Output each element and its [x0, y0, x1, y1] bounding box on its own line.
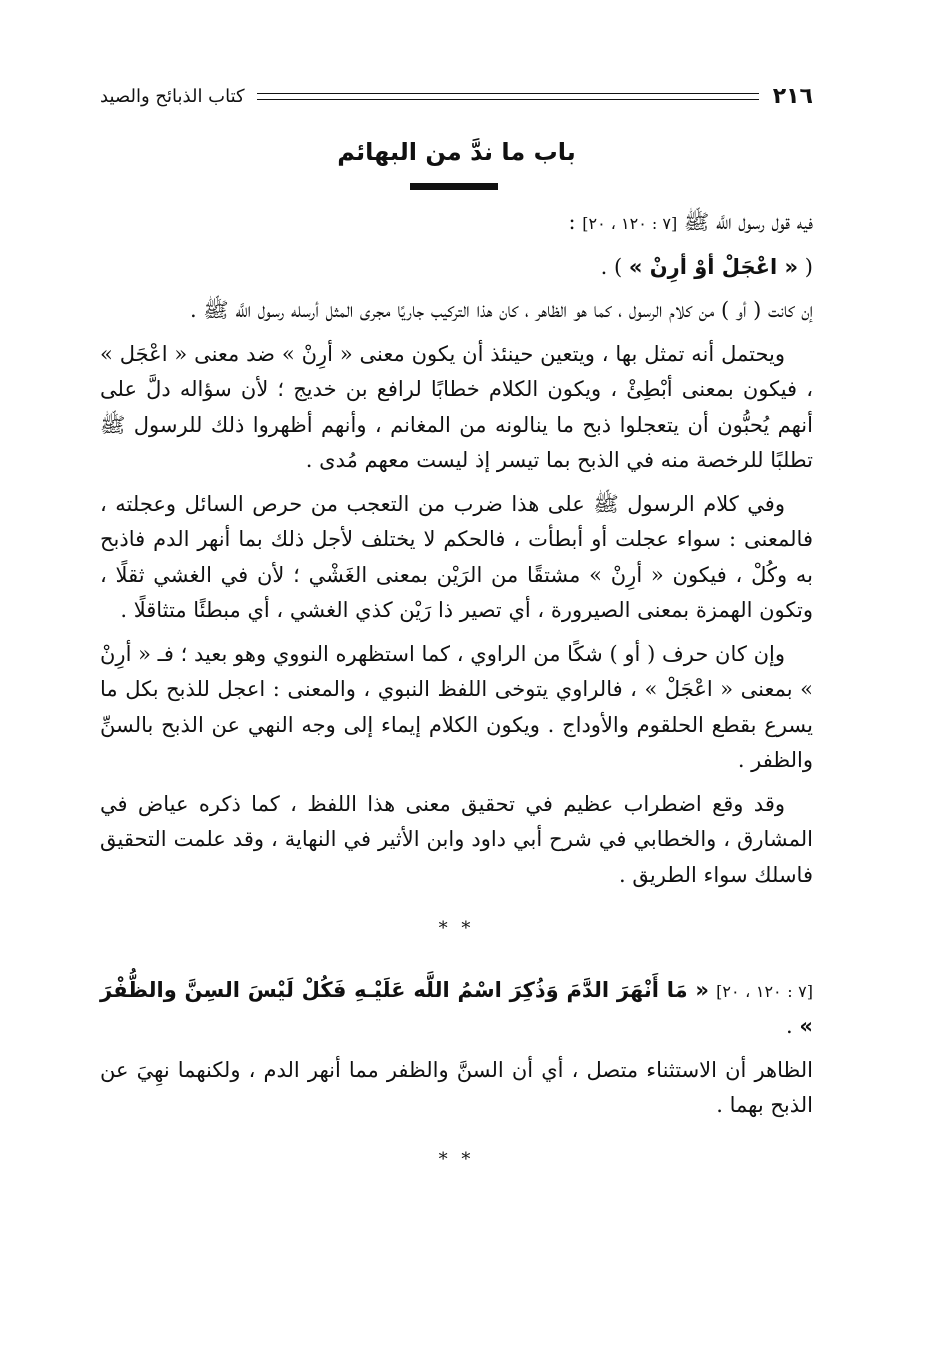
hadith-1-open: (: [804, 254, 813, 279]
paragraph-2: ويحتمل أنه تمثل بها ، ويتعين حينئذ أن يكون معنى « أرِنْ » ضد معنى « اعْجَل » ، فيكون بمعنى أبْطِئْ ، ويكون الكلام خطابًا لرافع بن خديج ؛ لأن سؤاله دلَّ على أنهم يُحبُّون أن يتعجلوا ذبح ما ينالونه من المغانم ، وأنهم أظهروا ذلك للرسول ﷺ تطلبًا للرخصة منه في الذبح بما تيسر إذ ليست معهم مُدى .: [100, 341, 813, 472]
hadith-1-line: [100, 250, 813, 286]
page-header: [100, 78, 813, 114]
intro-line: [100, 205, 813, 242]
header-rule: [257, 93, 759, 100]
hadith-2-end: .: [786, 1014, 793, 1038]
intro-suffix: :: [568, 210, 576, 234]
page-number: ٢١٦: [772, 83, 813, 109]
paragraph-3: وفي كلام الرسول ﷺ على هذا ضرب من التعجب من حرص السائل وعجلته ، فالمعنى : سواء عجلت أو أبطأت ، فالحكم لا يختلف لأجل ذلك بما أنهر الدم فاذبح به وكُلْ ، فيكون « أرِنْ » مشتقًا من الرَيْن بمعنى الغَشْي ؛ لأن في الغشي ثقلًا ، وتكون الهمزة بمعنى الصيرورة ، أي تصير ذا رَيْن كذي الغشي ، أي مبطئًا متثاقلًا .: [100, 491, 813, 622]
intro-prefix: فيه قول رسول اللَّه ﷺ: [683, 210, 813, 234]
chapter-title: باب ما ندَّ من البهائم: [337, 138, 576, 166]
hadith-2-reference: [٧ : ١٢٠ ، ٢٠]: [716, 981, 813, 1001]
paragraph-1: إن كانت ( أو ) من كلام الرسول ، كما هو الظاهر ، كان هذا التركيب جاريًا مجرى المثل أرسله رسول اللَّه ﷺ .: [189, 298, 813, 322]
paragraph-5: وقد وقع اضطراب عظيم في تحقيق معنى هذا اللفظ ، كما ذكره عياض في المشارق ، والخطابي في شرح أبي داود وابن الأثير في النهاية ، وقد علمت التحقيق فاسلك سواء الطريق .: [100, 791, 813, 887]
paragraph-4: وإن كان حرف ( أو ) شكًا من الراوي ، كما استظهره النووي وهو بعيد ؛ فـ « أرِنْ » بمعنى « اعْجَلْ » ، فالراوي يتوخى اللفظ النبوي ، والمعنى : اعجل للذبح بكل ما يسرع بقطع الحلقوم والأوداج . ويكون الكلام إيماء إلى وجه النهي عن الذبح بالسنِّ والظفر .: [100, 641, 813, 772]
running-title: كتاب الذبائح والصيد: [100, 85, 245, 107]
hadith-2-line: [100, 973, 813, 1045]
page-body: [100, 205, 813, 1203]
hadith-2-text: « مَا أَنْهَرَ الدَّمَ وَذُكِرَ اسْمُ اللَّه عَلَيْـهِ فَكُلْ لَيْسَ السِنَّ والظُّفْرَ »: [100, 977, 813, 1038]
section-separator-1: * *: [438, 918, 475, 939]
hadith-1-text: « اعْجَلْ أوْ أرِنْ »: [628, 254, 799, 279]
section-separator-2: * *: [438, 1148, 475, 1170]
title-underline: [410, 183, 498, 190]
intro-reference: [٧ : ١٢٠ ، ٢٠]: [582, 214, 678, 233]
hadith-1-close: ) .: [600, 254, 623, 279]
paragraph-6: الظاهر أن الاستثناء متصل ، أي أن السنَّ والظفر مما أنهر الدم ، ولكنهما نهِيَ عن الذبح بهما .: [100, 1057, 813, 1117]
